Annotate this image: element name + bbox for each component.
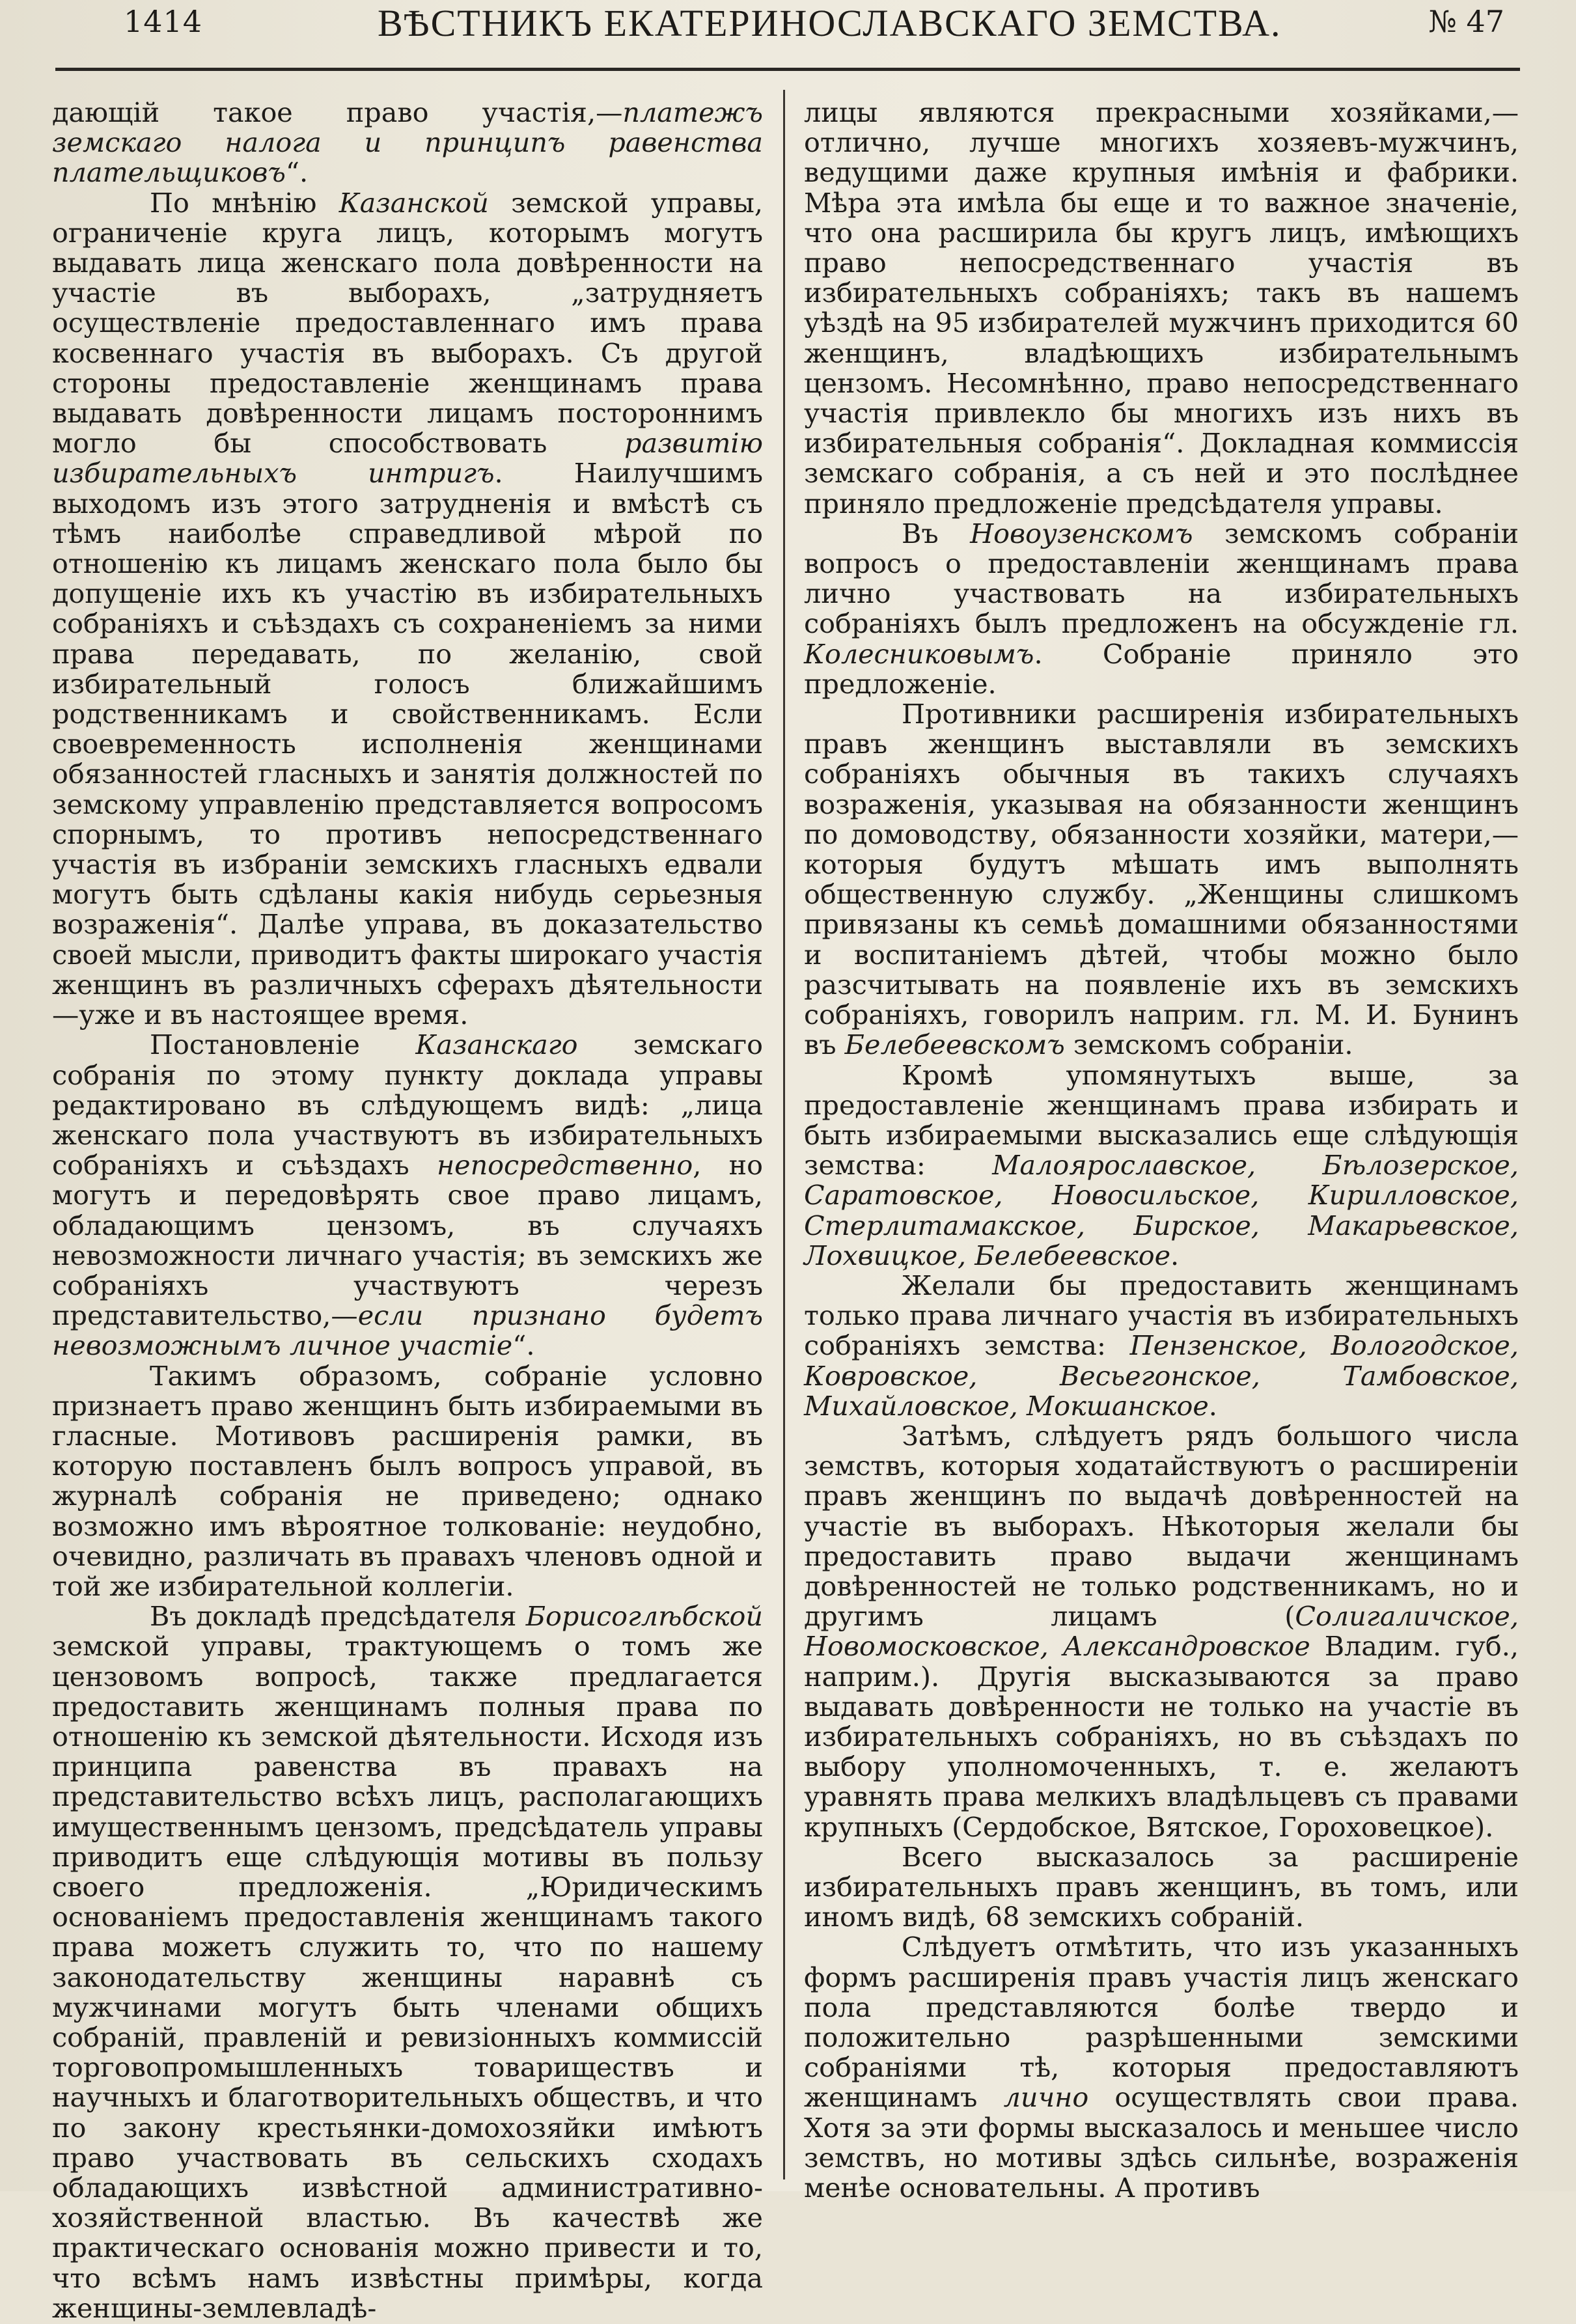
text-run: Такимъ образомъ, собраніе условно признаетъ право женщинъ быть избираемыми въ гласные. Мотивовъ расширенія рамки, въ которую поставленъ былъ вопросъ управой, въ журналѣ собранія не приведено; однако возможно имъ вѣроятное толкованіе: неудобно, очевидно, различать въ правахъ членовъ одной и той же избирательной коллегіи. bbox=[52, 1360, 763, 1602]
issue-number: № 47 bbox=[1428, 4, 1504, 39]
text-run: земской управы, трактующемъ о томъ же цензовомъ вопросѣ, также предлагается предоставить женщинамъ полныя права по отношенію къ земской дѣятельности. Исходя изъ принципа равенства въ правахъ на представительство всѣхъ лицъ, располагающихъ имущественнымъ цензомъ, предсѣдатель управы приводитъ еще слѣдующія мотивы въ пользу своего предложенія. „Юридическимъ основаніемъ предоставленія женщинамъ такого права можетъ служить то, что по нашему законодательству женщины наравнѣ съ мужчинами могутъ быть членами общихъ собраній, правленій и ревизіонныхъ коммиссій торговопромышленныхъ товариществъ и научныхъ и благотворительныхъ обществъ, и что по закону крестьянки-домохозяйки имѣютъ право участвовать въ сельскихъ сходахъ обладающихъ извѣстной административно-хозяйственной властью. Въ качествѣ же практическаго основанія можно привести и то, что всѣмъ намъ извѣстны примѣры, когда женщины-землевладѣ- bbox=[52, 1631, 763, 2324]
paragraph bbox=[52, 1361, 763, 1602]
text-run: земскаго собранія по этому пункту доклада управы редактировано въ слѣдующемъ видѣ: „лица женскаго пола участвуютъ въ избирательныхъ собраніяхъ и съѣздахъ bbox=[52, 1029, 763, 1182]
text-run: лицы являются прекрасными хозяйками,—отлично, лучше многихъ хозяевъ-мужчинъ, ведущими даже крупныя имѣнія и фабрики. Мѣра эта имѣла бы еще и то важное значеніе, что она расширила бы кругъ лицъ, имѣющихъ право непосредственнаго участія въ избирательныхъ собраніяхъ; такъ въ нашемъ уѣздѣ на 95 избирателей мужчинъ приходится 60 женщинъ, владѣющихъ избирательнымъ цензомъ. Несомнѣнно, право непосредственнаго участія привлекло бы многихъ изъ нихъ въ избирательныя собранія“. Докладная коммиссія земскаго собранія, а съ ней и это послѣднее приняло предложеніе предсѣдателя управы. bbox=[804, 97, 1519, 519]
paragraph bbox=[804, 699, 1519, 1060]
text-run: осуществлять свои права. Хотя за эти формы высказалось и меньшее число земствъ, но мотивы здѣсь сильнѣе, возраженія менѣе основательны. А противъ bbox=[804, 2082, 1519, 2204]
paragraph bbox=[804, 1421, 1519, 1842]
italic-text: Колесниковымъ bbox=[804, 638, 1034, 670]
text-run: Всего высказалось за расширеніе избирательныхъ правъ женщинъ, въ томъ, или иномъ видѣ, 68 земскихъ собраній. bbox=[804, 1841, 1519, 1933]
italic-text: Новоузенскомъ bbox=[970, 518, 1193, 549]
text-run: земской управы, ограниченіе круга лицъ, которымъ могутъ выдавать лица женскаго пола довѣренности на участіе въ выборахъ, „затрудняетъ осуществленіе предоставленнаго имъ права косвеннаго участія въ выборахъ. Съ другой стороны предоставленіе женщинамъ права выдавать довѣренности лицамъ постороннимъ могло бы способствовать bbox=[52, 187, 763, 460]
journal-title: ВѢСТНИКЪ ЕКАТЕРИНОСЛАВСКАГО ЗЕМСТВА. bbox=[378, 2, 1282, 44]
text-run: . bbox=[1170, 1239, 1180, 1271]
text-run: Желали бы предоставить женщинамъ только права личнаго участія въ избирательныхъ собраніяхъ земства: bbox=[804, 1269, 1519, 1362]
italic-text: если признано будетъ невозможнымъ личное участіе bbox=[52, 1300, 763, 1362]
page-header bbox=[52, 0, 1537, 60]
italic-text: лично bbox=[1003, 2082, 1089, 2114]
paragraph bbox=[804, 1842, 1519, 1933]
text-run: Въ bbox=[902, 518, 971, 549]
text-run: Владим. губ., наприм.). Другія высказываются за право выдавать довѣренности не только на участіе въ избирательныхъ собраніяхъ, но въ съѣздахъ по выбору уполномоченныхъ, т. е. желаютъ уравнять права мелкихъ владѣльцевъ съ правами крупныхъ (Сердобское, Вятское, Гороховецкое). bbox=[804, 1631, 1519, 1843]
paragraph bbox=[52, 98, 763, 188]
paragraph bbox=[804, 519, 1519, 699]
italic-text: Казанскаго bbox=[415, 1029, 578, 1061]
text-run: дающій такое право участія,— bbox=[52, 97, 623, 128]
text-run: Въ докладѣ предсѣдателя bbox=[150, 1601, 526, 1633]
right-column bbox=[804, 97, 1519, 2204]
text-run: , но могутъ и передовѣрять свое право лицамъ, обладающимъ цензомъ, въ случаяхъ невозможности личнаго участія; въ земскихъ же собраніяхъ участвуютъ черезъ представительство,— bbox=[52, 1150, 763, 1332]
paragraph bbox=[804, 98, 1519, 519]
text-run: Затѣмъ, слѣдуетъ рядъ большого числа земствъ, которыя ходатайствуютъ о расширеніи правъ женщинъ по выдачѣ довѣренностей на участіе въ выборахъ. Нѣкоторыя желали бы предоставить право выдачи женщинамъ довѣренностей не только родственникамъ, но и другимъ лицамъ ( bbox=[804, 1420, 1519, 1633]
paragraph bbox=[52, 1601, 763, 2323]
text-run: . bbox=[1208, 1390, 1217, 1422]
left-column bbox=[52, 97, 763, 2324]
italic-text: Белебеевскомъ bbox=[844, 1029, 1065, 1061]
text-run: По мнѣнію bbox=[150, 187, 339, 219]
column-divider bbox=[783, 90, 785, 2179]
italic-text: развитію избирательныхъ интригъ bbox=[52, 428, 763, 490]
header-rule bbox=[55, 68, 1520, 71]
paragraph bbox=[52, 1030, 763, 1361]
italic-text: Солигаличское, Новомосковское, Александровское bbox=[804, 1601, 1519, 1663]
italic-text: Борисоглѣбской bbox=[525, 1601, 763, 1633]
paragraph bbox=[804, 1060, 1519, 1271]
text-run: Противники расширенія избирательныхъ правъ женщинъ выставляли въ земскихъ собраніяхъ обычныя въ такихъ случаяхъ возраженія, указывая на обязанности женщинъ по домоводству, обязанности хозяйки, матери,—которыя будутъ мѣшать имъ выполнять общественную службу. „Женщины слишкомъ привязаны къ семьѣ домашними обязанностями и воспитаніемъ дѣтей, чтобы можно было разсчитывать на появленіе ихъ въ земскихъ собраніяхъ, говорилъ наприм. гл. М. И. Бунинъ въ bbox=[804, 699, 1519, 1061]
text-run: “. bbox=[285, 157, 309, 189]
page-number: 1414 bbox=[124, 4, 203, 39]
text-run: “. bbox=[512, 1330, 535, 1362]
text-run: Кромѣ упомянутыхъ выше, за предоставленіе женщинамъ права избирать и быть избираемыми высказались еще слѣдующія земства: bbox=[804, 1059, 1519, 1182]
text-run: земскомъ собраніи. bbox=[1064, 1029, 1353, 1061]
italic-text: Малоярославское, Бѣлозерское, Саратовское, Новосильское, Кирилловское, Стерлитамакское, Бирское, Макарьевское, Лохвицкое, Белебеевское bbox=[804, 1150, 1519, 1271]
italic-text: непосредственно bbox=[436, 1150, 693, 1182]
text-run: Слѣдуетъ отмѣтить, что изъ указанныхъ формъ расширенія правъ участія лицъ женскаго пола представляются болѣе твердо и положительно разрѣшенными земскими собраніями тѣ, которыя предоставляютъ женщинамъ bbox=[804, 1931, 1519, 2114]
text-run: . Наилучшимъ выходомъ изъ этого затрудненія и вмѣстѣ съ тѣмъ наиболѣе справедливой мѣрой по отношенію къ лицамъ женскаго пола было бы допущеніе ихъ къ участію въ избирательныхъ собраніяхъ и съѣздахъ съ сохраненіемъ за ними права передавать, по желанію, свой избирательный голосъ ближайшимъ родственникамъ и свойственникамъ. Если своевременность исполненія женщинами обязанностей гласныхъ и занятія должностей по земскому управленію представляется вопросомъ спорнымъ, то противъ непосредственнаго участія въ избраніи земскихъ гласныхъ едвали могутъ быть сдѣланы какія нибудь серьезныя возраженія“. Далѣе управа, въ доказательство своей мысли, приводитъ факты широкаго участія женщинъ въ различныхъ сферахъ дѣятельности—уже и въ настоящее время. bbox=[52, 458, 763, 1031]
text-run: земскомъ собраніи вопросъ о предоставленіи женщинамъ права лично участвовать на избирательныхъ собраніяхъ былъ предложенъ на обсужденіе гл. bbox=[804, 518, 1519, 640]
italic-text: Пензенское, Вологодское, Ковровское, Весьегонское, Тамбовское, Михайловское, Мокшанское bbox=[804, 1330, 1519, 1422]
italic-text: Казанской bbox=[339, 187, 489, 219]
paragraph bbox=[804, 1932, 1519, 2203]
text-run: Постановленіе bbox=[150, 1029, 416, 1061]
text-run: . Собраніе приняло это предложеніе. bbox=[804, 638, 1519, 700]
paragraph bbox=[804, 1271, 1519, 1421]
paragraph bbox=[52, 188, 763, 1031]
italic-text: платежъ земскаго налога и принципъ равенства плательщиковъ bbox=[52, 97, 763, 189]
